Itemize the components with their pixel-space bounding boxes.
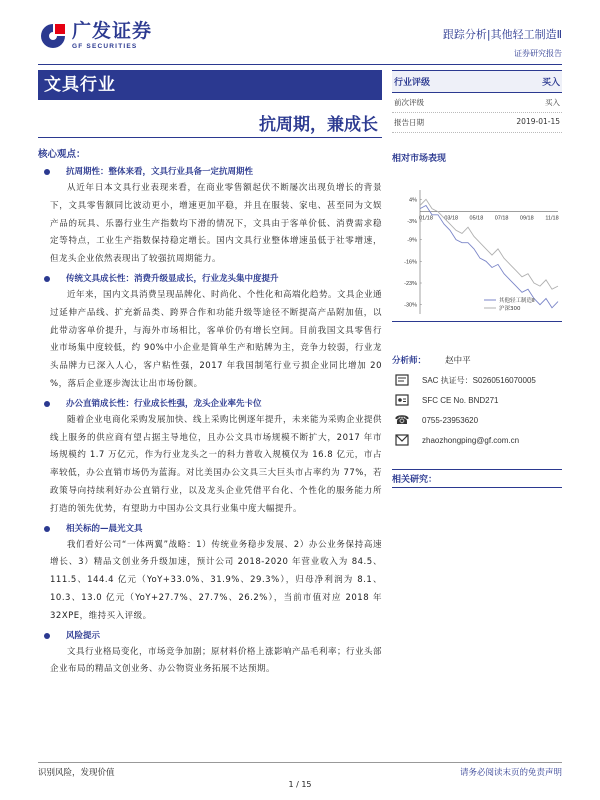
report-date-value: 2019-01-15 (516, 117, 560, 126)
section-heading: 传统文具成长性：消费升级显成长，行业龙头集中度提升 (38, 271, 382, 287)
report-date-row (392, 113, 562, 133)
section-paragraph: 我们看好公司“一体两翼”战略：1）传统业务稳步发展、2）办公业务保持高速增长、3）精品文创业务升级加速，预计公司 2018-2020 年营业收入为 84.5、111.5、144.4 亿元（YoY+33.0%、31.9%、29.3%），归母净利润为 8.1、10.3、13.0 亿元（YoY+27.7%、27.7%、26.2%），当前市值对应 2018 年 32XPE，维持买入评级。 (50, 539, 382, 621)
x-tick-label: 09/18 (519, 215, 534, 222)
report-subtitle: 抗周期，兼成长 (38, 110, 382, 138)
related-research-label: 相关研究： (392, 469, 562, 488)
analyst-label: 分析师： (392, 356, 427, 366)
section-paragraph: 文具行业格局变化，市场竞争加剧；原材料价格上涨影响产品毛利率；行业头部企业布局的精品文创业务、办公物资业务拓展不达预期。 (50, 646, 383, 675)
company-logo (38, 20, 152, 52)
report-category: 证券研究报告 (514, 49, 562, 58)
phone-icon: ☎ (394, 413, 410, 427)
prev-rating-row (392, 93, 562, 113)
footer-disclaimer: 请务必阅读末页的免责声明 (459, 768, 562, 778)
certificate-icon (392, 373, 412, 387)
sac-row (392, 373, 562, 387)
legend-label: 其他轻工制造Ⅱ (499, 298, 535, 304)
header-divider (38, 64, 562, 65)
title-banner (38, 70, 382, 100)
x-tick-label: 05/18 (469, 215, 484, 222)
chart-svg (392, 182, 562, 322)
chart-title: 相对市场表现 (392, 154, 447, 164)
section-paragraph: 从近年日本文具行业表现来看，在商业零售额起伏不断屡次出现负增长的背景下，文具零售额同比波动更小，增速更加平稳，并且在服装、家电、甚至同为文娱产品的玩具、乐器行业生产指数均下滑的情况下，文具由于客单价低、消费需求稳定等特点，工业生产指数保持稳定增长。国内文具行业整体增速虽低于社零增速，但龙头企业依然表现出了较强抗周期能力。 (50, 183, 382, 265)
logo-en-text: GF SECURITIES (72, 43, 138, 50)
id-card-icon (392, 393, 412, 407)
rating-header-value: 买入 (541, 78, 560, 88)
section-heading: 办公直销成长性：行业成长性强，龙头企业率先卡位 (38, 396, 382, 412)
analyst-sac: SAC 执证号：S0260516070005 (422, 375, 536, 385)
series-line (420, 206, 558, 308)
relative-performance-chart (392, 182, 562, 322)
analyst-block (392, 348, 562, 447)
email-row (392, 433, 562, 447)
section-paragraph: 近年来，国内文具消费呈现品牌化、时尚化、个性化和高端化趋势。文具企业通过延伸产品线、扩充新品类、跨界合作和功能升级等途径不断提高产品附加值，以此带动客单价提升，与海外市场相比，客单价仍有增长空间。目前我国文具零售行业市场集中度较低，约 90%中小企业是简单生产和贴牌为主，竞争力较弱，行业龙头品牌力已深入人心，客户粘性强，2017 年我国制笔行业亏损企业同比增加 20 %，落后企业逐步淘汰让出市场份额。 (50, 289, 383, 389)
x-tick-label: 03/18 (444, 215, 459, 222)
report-title: 文具行业 (44, 75, 116, 95)
footer-slogan: 识别风险，发现价值 (38, 768, 115, 778)
main-content (38, 146, 382, 679)
y-tick-label: -16% (404, 259, 417, 266)
legend-label: 沪深300 (499, 306, 521, 312)
section-heading: 抗周期性：整体来看，文具行业具备一定抗周期性 (38, 164, 382, 180)
email-icon (392, 433, 412, 447)
rating-header-label: 行业评级 (394, 78, 431, 88)
x-tick-label: 07/18 (494, 215, 509, 222)
analyst-phone: 0755-23953620 (422, 415, 479, 425)
report-type: 跟踪分析|其他轻工制造Ⅱ (442, 28, 562, 41)
prev-rating-label: 前次评级 (394, 98, 424, 107)
sidebar (392, 70, 562, 488)
core-viewpoints-label: 核心观点： (38, 149, 86, 160)
section-heading: 相关标的—晨光文具 (38, 521, 382, 537)
phone-row (392, 413, 562, 427)
x-tick-label: 11/18 (545, 215, 559, 222)
rating-header (392, 70, 562, 93)
prev-rating-value: 买入 (545, 98, 560, 107)
page-number: 1 / 15 (288, 780, 312, 789)
sfc-row (392, 393, 562, 407)
logo-mark-icon (38, 21, 68, 51)
y-tick-label: 4% (409, 197, 417, 204)
logo-cn-text: 广发证券 (72, 20, 153, 42)
report-header-meta (443, 26, 562, 59)
section-heading: 风险提示 (38, 628, 382, 644)
analyst-name: 赵中平 (445, 356, 471, 366)
analyst-sfc: SFC CE No. BND271 (422, 395, 499, 405)
section-paragraph: 随着企业电商化采购发展加快、线上采购比例逐年提升，未来能为采购企业提供线上服务的供应商有望占据主导地位，且办公文具市场规模不断扩大，2017 年市场规模约 1.7 万亿元，作为行业龙头之一的科力普收入规模仅为 16.8 亿元，市占率较低，办公直销市场仍为蓝海。对比美国办公文具三大巨头市占率约为 77%，若政策导向持续利好办公直销行业，以及龙头企业凭借平台化、个性化的服务能力所打造的领先优势，有望助力中国办公文具行业集中度大幅提升。 (50, 414, 383, 514)
report-date-label: 报告日期 (394, 118, 424, 127)
footer-divider (38, 762, 562, 763)
x-tick-label: 01/18 (419, 215, 433, 222)
y-tick-label: -3% (407, 219, 417, 225)
y-tick-label: -23% (404, 281, 417, 287)
y-tick-label: -9% (407, 237, 417, 244)
y-tick-label: -30% (404, 302, 417, 309)
series-line (420, 199, 558, 289)
analyst-email[interactable]: zhaozhongping@gf.com.cn (422, 435, 520, 445)
